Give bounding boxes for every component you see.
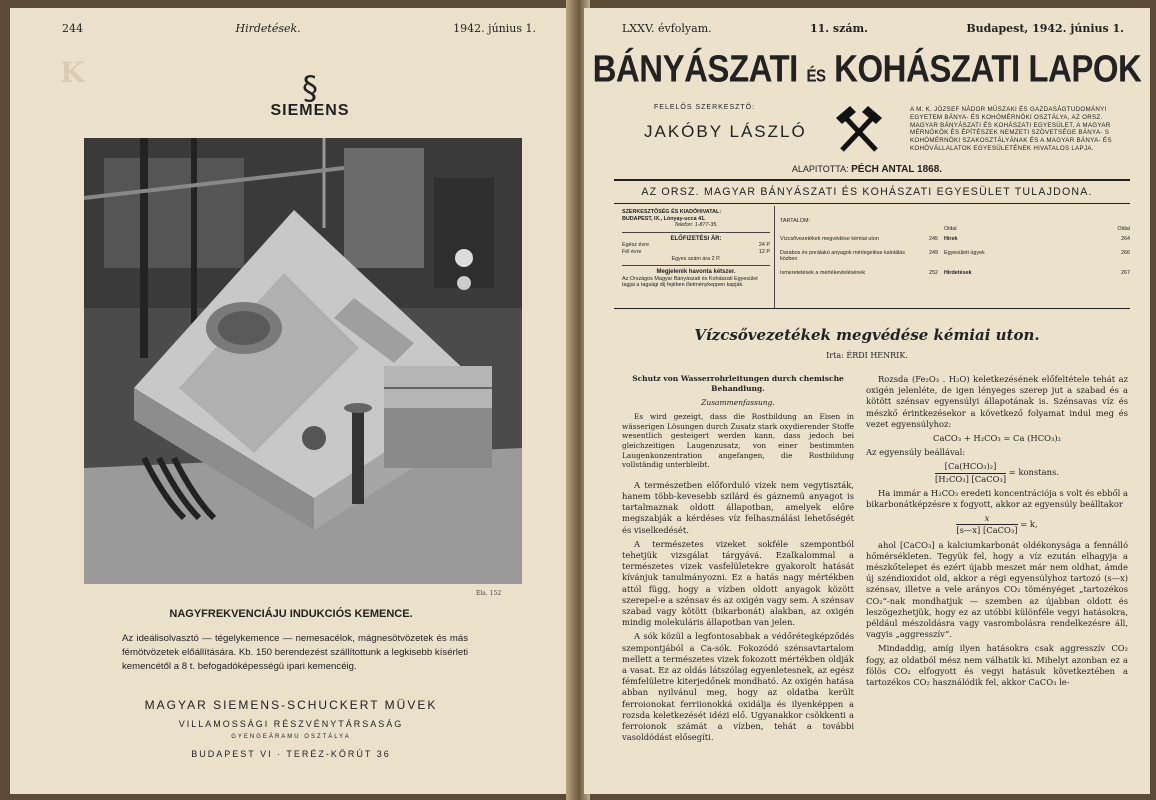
furnace-photo xyxy=(84,138,522,584)
masthead-part2: KOHÁSZATI LAPOK xyxy=(834,47,1142,90)
fraction xyxy=(956,513,1017,536)
firm-address: BUDAPEST VI · TERÉZ-KÖRÚT 36 xyxy=(191,749,391,759)
divider xyxy=(774,206,775,308)
siemens-wordmark: SIEMENS xyxy=(270,102,350,119)
denominator: [s—x] [CaCO₃] xyxy=(956,525,1018,536)
editor-name: JAKÓBY LÁSZLÓ xyxy=(644,122,807,141)
toc-entry-page: 264 xyxy=(1121,236,1130,242)
divider xyxy=(614,308,1130,309)
reaction-equation: CaCO₃ + H₂CO₃ = Ca (HCO₃)₂ xyxy=(933,433,1061,444)
paragraph: A természetes vizeket sokféle szempontból tehetjük vizsgálat tárgyává. Ezalkalommal a természetes vizek vasfelületekre gyakorolt hatását kívánjuk tanulmányozni. Ez a hatás nagy mértékben attól függ, hogy a vízben oldott anyagok között szerepel-e a szénsav és az oxigén vagy sem. A szénsav szabad vagy kötött (bikarbonát) alakban, az oxigén mindig molekuláris állapotban van jelen. xyxy=(622,538,854,628)
owner-line: AZ ORSZ. MAGYAR BÁNYÁSZATI ÉS KOHÁSZATI EGYESÜLET TULAJDONA. xyxy=(641,186,1093,198)
toc-entry-page: 267 xyxy=(1121,270,1130,276)
paragraph: Rozsda (Fe₂O₃ . H₂O) keletkezésének előfeltétele tehát az oxigén jelenléte, de igen lényeges szerep jut a szabad és a kötött szénsav egyensúlyi állapotának is. Szénsavas víz és mészkő érintkezésekor a következő folyamat indul meg és vezet egyensúlyhoz: xyxy=(866,374,1128,429)
frequency-section xyxy=(622,266,770,289)
numerator: [Ca(HCO₃)₂] xyxy=(935,461,1006,473)
page-number: 244 xyxy=(62,22,83,35)
office-label: SZERKESZTŐSÉG ÉS KIADÓHIVATAL: xyxy=(622,209,722,215)
divider xyxy=(614,203,1130,204)
toc-entry-title: Ismeretetések a mértékevtelésének xyxy=(780,270,866,276)
article-title: Vízcsővezetékek megvédése kémiai uton. xyxy=(694,326,1040,344)
siemens-logo xyxy=(260,69,360,120)
siemens-symbol-icon: § xyxy=(302,69,318,107)
german-title: Schutz von Wasserrohrleitungen durch chemische Behandlung. xyxy=(632,374,844,393)
founded-label: ALAPITOTTA: xyxy=(791,164,849,174)
masthead-es: ÉS xyxy=(806,66,826,87)
toc-entry-title: Hirdetések xyxy=(944,270,972,276)
header-date: 1942. június 1. xyxy=(453,22,536,35)
price-row xyxy=(622,242,770,249)
right-page-header xyxy=(622,22,1124,38)
ad-title: NAGYFREKVENCIÁJU INDUKCIÓS KEMENCE. xyxy=(169,608,413,620)
organization-text: A M. K. JÓZSEF NÁDOR MŰSZAKI ÉS GAZDASÁGTUDOMÁNYI EGYETEM BÁNYA- ÉS KOHÓMÉRNÖKI OSZTÁLYA, AZ ORSZ. MAGYAR BÁNYÁSZATI ÉS KOHÁSZATI EGYESÜLET, A MAGYAR MÉRNÖKÖK ÉS ÉPÍTÉSZEK NEMZETI SZÖVETSÉGE BÁNYA- S KOHÓMÉRNÖKI SZAKOSZTÁLYÁNAK ÉS A MAGYAR BÁNYA- ÉS KOHÓVÁLLALATOK EGYESÜLETÉNEK HIVATALOS LAPJA. xyxy=(910,106,1112,152)
toc-entry-page: 245 xyxy=(929,236,938,242)
frequency-label: Megjelenik havonta kétszer. xyxy=(656,269,736,276)
divider xyxy=(614,179,1130,181)
price-value: 12 P xyxy=(758,248,770,255)
second-equation xyxy=(866,513,1128,536)
article-column-left xyxy=(622,374,854,746)
equation-rhs: = konstans. xyxy=(1008,467,1059,478)
paragraph: Mindaddig, amíg ilyen hatásokra csak aggresszív CO₂ fogy, az oldatból mész nem válhatik ki. Mihelyt azonban ez a fölös CO₂ elfogyott és vegyi hatásuk következtében a tartozékos CO₂ használódik fel, akkor CaCO₃ le- xyxy=(866,643,1128,688)
volume: LXXV. évfolyam. xyxy=(622,22,712,35)
figure-number: Ela. 152 xyxy=(476,590,502,597)
paragraph: Ha immár a H₂CO₃ eredeti koncentrációja s volt és ebből a bikarbonátképzésre x fogyott, akkor az egyensúly beálltakor xyxy=(866,487,1128,510)
subscription-box xyxy=(622,206,770,308)
toc-entry-title: Darabos és porálakú anyagok mérlegelése kalolálás közben xyxy=(780,250,905,262)
firm-type: VILLAMOSSÁGI RÉSZVÉNYTÁRSASÁG xyxy=(178,719,404,729)
toc-entry-page: 249 xyxy=(929,250,938,256)
left-page-header xyxy=(62,22,536,38)
equilibrium-equation xyxy=(866,461,1128,484)
paragraph: A sók közül a legfontosabbak a védőrétegképződés szempontjából a Ca-sók. Fokozódó szénsavtartalom mellett a természetes vizek fokozott mértékben oldják a vasat. Ez az oldás látszólag egyenletesnek, az egész fémfelületre kiterjedőnek mondható. Az oxigén hatása abban nyilvánul meg, hogy az oldatba került ferroionokat ferriionokká oxidálja és ilyenképpen a rozsda keletkezését idézi elő. Ugyanakkor csökkenti a ferroionok számát a vízben, tehát a további vasoldódást elősegíti. xyxy=(622,631,854,743)
left-page xyxy=(10,8,572,794)
price-label: Egyes szám ára 2 P. xyxy=(671,255,721,262)
toc-entry-page: 266 xyxy=(1121,250,1130,256)
price-label: Egész évre xyxy=(622,242,649,249)
office-address: BUDAPEST, IX., Lónyay-ucca 41. xyxy=(622,215,706,222)
place-date: Budapest, 1942. június 1. xyxy=(966,22,1124,35)
frequency-text: Az Országos Magyar Bányászati és Kohászati Egyesület tagjai a tagsági díj fejében illetménykeppen kapják. xyxy=(622,275,758,289)
subs-label: ELŐFIZETÉSI ÁR: xyxy=(670,235,722,242)
toc-label: TARTALOM: xyxy=(780,218,810,224)
firm-name: MAGYAR SIEMENS-SCHUCKERT MÜVEK xyxy=(144,698,438,712)
toc-entries xyxy=(780,236,1130,276)
toc-entry-title: Egyesületi ügyek xyxy=(944,250,985,256)
founder: PÉCH ANTAL 1868. xyxy=(851,164,943,175)
price-row xyxy=(622,256,770,263)
german-subtitle: Zusammenfassung. xyxy=(701,398,775,407)
price-value: 24 P xyxy=(758,242,770,249)
crossed-hammers-icon xyxy=(834,106,884,154)
induction-furnace-illustration xyxy=(84,138,522,584)
denominator: [H₂CO₃] [CaCO₃] xyxy=(935,473,1007,484)
office-section xyxy=(622,206,770,233)
paragraph: A természetben előforduló vizek nem vegytiszták, hanem több-kevesebb szilárd és gáznemü anyagot is tartalmaznak oldott állapotban, amelyek előre megszabják a kérdéses víz felhasználási lehetőségét és viselkedését. xyxy=(622,479,854,535)
table-of-contents xyxy=(780,218,1130,276)
masthead-part1: BÁNYÁSZATI xyxy=(592,47,798,90)
price-section xyxy=(622,233,770,266)
german-summary: Es wird gezeigt, dass die Rostbildung an Eisen in wässerigen Lösungen durch Zusatz stark oxydierender Stoffe wesentlich gesteigert werden kann, dass jedoch bei gleichzeitigen Laugenzusatz, von einer bestimmten Laugenkonzentration angefangen, die Rostbildung vollständig unterbleibt. xyxy=(622,412,854,470)
ad-text: Az ideálisolvasztó — tégelykemence — nemesacélok, mágnesötvözetek és más fémötvözetek előállítására. Kb. 150 berendezést szállítottunk a legkisebb kísérleti kemencétől a 8 t. befogadóképességü ipari kemencéig. xyxy=(122,633,468,672)
toc-entry-title: Vízcsővezetékek megvédése kémiai uton xyxy=(780,236,879,242)
toc-page-headers xyxy=(780,226,1130,232)
fraction xyxy=(935,461,1006,484)
office-phone: Telefon: 1-877-35. xyxy=(674,222,718,229)
toc-entry-title: Hírek xyxy=(944,236,958,242)
show-through-text: K xyxy=(60,56,87,89)
numerator: x xyxy=(956,513,1017,525)
issue-number: 11. szám. xyxy=(809,22,868,35)
toc-page-header: Oldal xyxy=(944,226,957,232)
equilibrium-label: Az egyensúly beállával: xyxy=(866,447,966,458)
toc-page-header: Oldal xyxy=(1117,226,1130,232)
founded-line xyxy=(584,164,1150,175)
article-author: Irta: ÉRDI HENRIK. xyxy=(826,351,908,360)
masthead xyxy=(584,47,1150,91)
price-row xyxy=(622,249,770,256)
section-title: Hirdetések. xyxy=(235,22,301,35)
toc-entry-page: 252 xyxy=(929,270,938,276)
equation-rhs: = k, xyxy=(1020,519,1038,530)
firm-department: GYENGEÁRAMU OSZTÁLYA xyxy=(231,734,351,740)
price-label: Fél évre xyxy=(622,248,642,255)
article-column-right xyxy=(866,374,1128,691)
editor-label: FELELŐS SZERKESZTŐ: xyxy=(654,104,756,111)
paragraph: ahol [CaCO₃] a kalciumkarbonát oldékonysága a fennálló hőmérsékleten. Tegyük fel, hogy a víz ezután elhagyja a mészkőtelepet és ezért újabb meszet már nem oldhat, ámde új széndioxidot old, akkor a régi egyensúlyhoz tartozó (s—x) szénsav, illetve a vele arányos CO₂ töményéget „tartozékos CO₂“-nak mondhatjuk — szemben az újabban oldott és leszögezhetjük, hogy ez az utóbbi különféle vegyi hatásokra, például mészoldásra vagy vasrombolásra rendelkezésre áll, vagyis „aggresszív“. xyxy=(866,539,1128,640)
right-page xyxy=(584,8,1150,794)
